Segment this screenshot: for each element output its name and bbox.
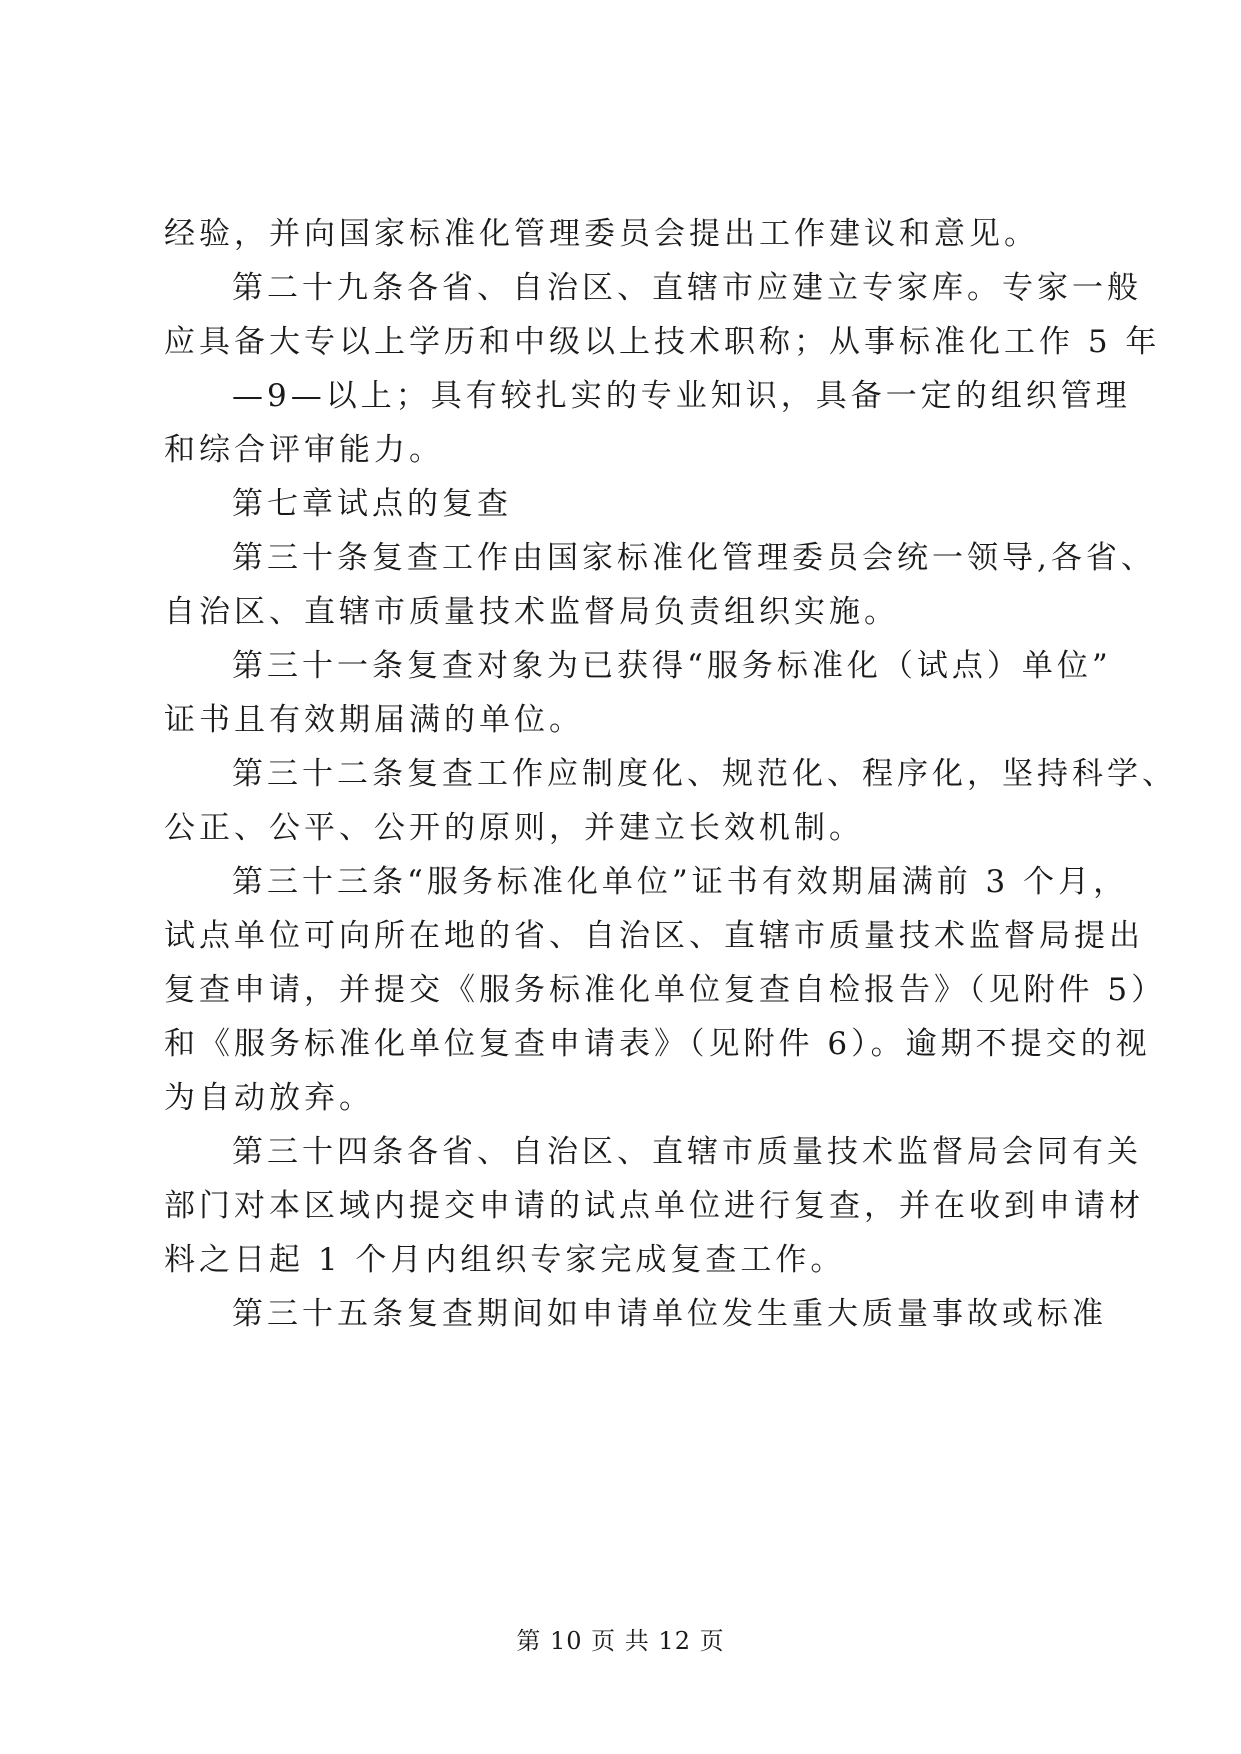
text-line: 公正、公平、公开的原则，并建立长效机制。: [164, 810, 864, 846]
text-line: 试点单位可向所在地的省、自治区、直辖市质量技术监督局提出: [164, 918, 1144, 954]
text-line: 第二十九条各省、自治区、直辖市应建立专家库。专家一般: [232, 270, 1142, 306]
text-line: 证书且有效期届满的单位。: [164, 702, 584, 738]
page-number-footer: 第 10 页 共 12 页: [516, 1627, 725, 1655]
text-line: 复查申请，并提交《服务标准化单位复查自检报告》（见附件 5）: [164, 972, 1167, 1008]
text-line: 第三十五条复查期间如申请单位发生重大质量事故或标准: [232, 1296, 1107, 1332]
text-line: 经验，并向国家标准化管理委员会提出工作建议和意见。: [164, 216, 1039, 252]
text-line: 料之日起 1 个月内组织专家完成复查工作。: [164, 1242, 846, 1278]
text-line: 第三十四条各省、自治区、直辖市质量技术监督局会同有关: [232, 1134, 1142, 1170]
text-line: 第三十二条复查工作应制度化、规范化、程序化，坚持科学、: [232, 756, 1177, 792]
text-line: 第三十三条“服务标准化单位”证书有效期届满前 3 个月，: [232, 864, 1129, 900]
text-line: —9—以上；具有较扎实的专业知识，具备一定的组织管理: [232, 378, 1131, 414]
text-line: 和《服务标准化单位复查申请表》（见附件 6）。逾期不提交的视: [164, 1026, 1151, 1062]
text-line: 第三十一条复查对象为已获得“服务标准化（试点）单位”: [232, 648, 1112, 684]
text-line: 自治区、直辖市质量技术监督局负责组织实施。: [164, 594, 899, 630]
text-line: 为自动放弃。: [164, 1080, 374, 1116]
text-line: 应具备大专以上学历和中级以上技术职称；从事标准化工作 5 年: [164, 324, 1161, 360]
text-line: 和综合评审能力。: [164, 432, 444, 468]
text-line: 部门对本区域内提交申请的试点单位进行复查，并在收到申请材: [164, 1188, 1144, 1224]
chapter-heading: 第七章试点的复查: [232, 486, 512, 522]
text-line: 第三十条复查工作由国家标准化管理委员会统一领导,各省、: [232, 540, 1156, 576]
